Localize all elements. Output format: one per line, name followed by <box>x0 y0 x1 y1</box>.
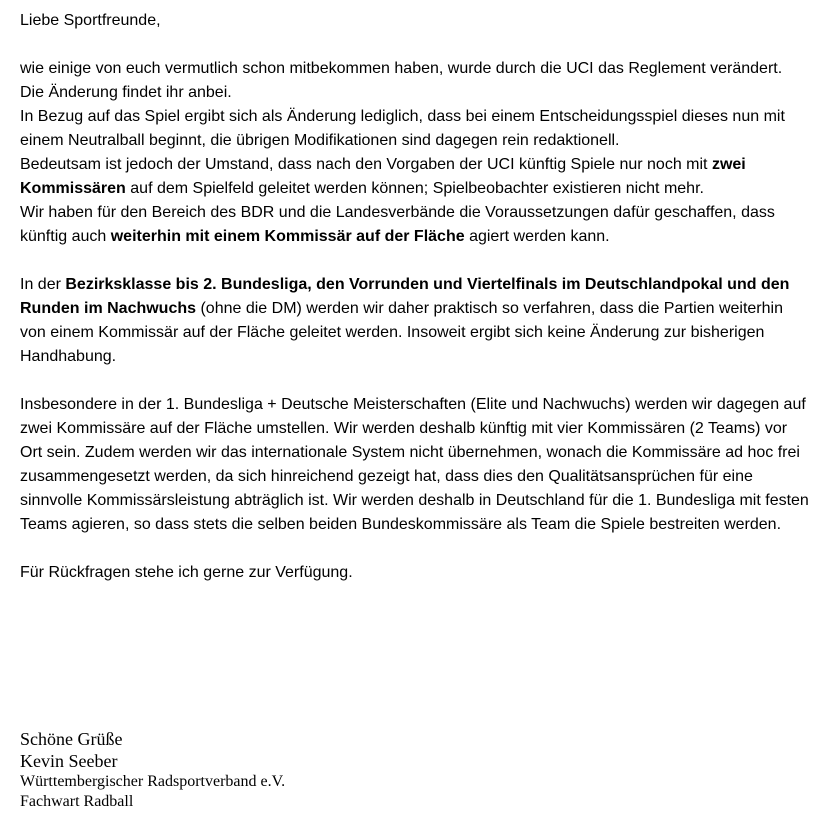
bold-one-commissioner: weiterhin mit einem Kommissär auf der Fläche <box>110 228 465 245</box>
text-segment: Wir haben für den Bereich des BDR und die Landesverbände die Voraussetzungen dafür geschaffen, dass künftig auch <box>20 204 775 245</box>
sender-name: Kevin Seeber <box>20 751 118 771</box>
paragraph-bundesliga: Insbesondere in der 1. Bundesliga + Deutsche Meisterschaften (Elite und Nachwuchs) werden wir dagegen auf zwei Kommissäre auf der Fläche umstellen. Wir werden deshalb künftig mit vier Kommissären (2 Teams) vor Ort sein. Zudem werden wir das internationale System nicht übernehmen, wonach die Kommissäre ad hoc frei zusammengesetzt werden, da sich hinreichend gezeigt hat, dass dies den Qualitätsansprüchen für eine sinnvolle Kommissärsleistung abträglich ist. Wir werden deshalb in Deutschland für die 1. Bundesliga mit festen Teams agieren, so dass stets die selben beiden Bundeskommissäre als Team die Spiele bestreiten werden. <box>20 396 809 533</box>
greeting: Liebe Sportfreunde, <box>20 12 161 29</box>
closing-line: Schöne Grüße <box>20 729 123 749</box>
signature-block <box>20 728 285 812</box>
text-segment: auf dem Spielfeld geleitet werden können; Spielbeobachter existieren nicht mehr. <box>125 180 704 197</box>
paragraph-spacer <box>20 33 810 57</box>
sender-organization: Württembergischer Radsportverband e.V. <box>20 773 286 790</box>
letter-body <box>20 9 810 585</box>
text-segment: In der <box>20 276 66 293</box>
paragraph-spacer <box>20 537 810 561</box>
paragraph-bdr <box>20 201 810 249</box>
text-segment: agiert werden kann. <box>464 228 610 245</box>
bold-league-range: Bezirksklasse bis 2. Bundesliga, den Vorrunden und Viertelfinals im Deutschlandpokal und den Runden im Nachwuchs <box>20 276 790 317</box>
text-segment: Bedeutsam ist jedoch der Umstand, dass nach den Vorgaben der UCI künftig Spiele nur noch mit <box>20 156 712 173</box>
paragraph-questions: Für Rückfragen stehe ich gerne zur Verfügung. <box>20 564 353 581</box>
sender-role: Fachwart Radball <box>20 793 134 810</box>
paragraph-game-change: In Bezug auf das Spiel ergibt sich als Änderung lediglich, dass bei einem Entscheidungsspiel dieses nun mit einem Neutralball beginnt, die übrigen Modifikationen sind dagegen rein redaktionell. <box>20 108 785 149</box>
text-segment: (ohne die DM) werden wir daher praktisch so verfahren, dass die Partien weiterhin von einem Kommissär auf der Fläche geleitet werden. Insoweit ergibt sich keine Änderung zur bisherigen Handhabung. <box>20 300 783 365</box>
paragraph-leagues <box>20 273 810 369</box>
paragraph-commissioners <box>20 153 810 201</box>
paragraph-rule-change: wie einige von euch vermutlich schon mitbekommen haben, wurde durch die UCI das Reglement verändert. Die Änderung findet ihr anbei. <box>20 60 783 101</box>
paragraph-spacer <box>20 369 810 393</box>
bold-two-commissioners: zwei Kommissären <box>20 156 746 197</box>
paragraph-spacer <box>20 249 810 273</box>
